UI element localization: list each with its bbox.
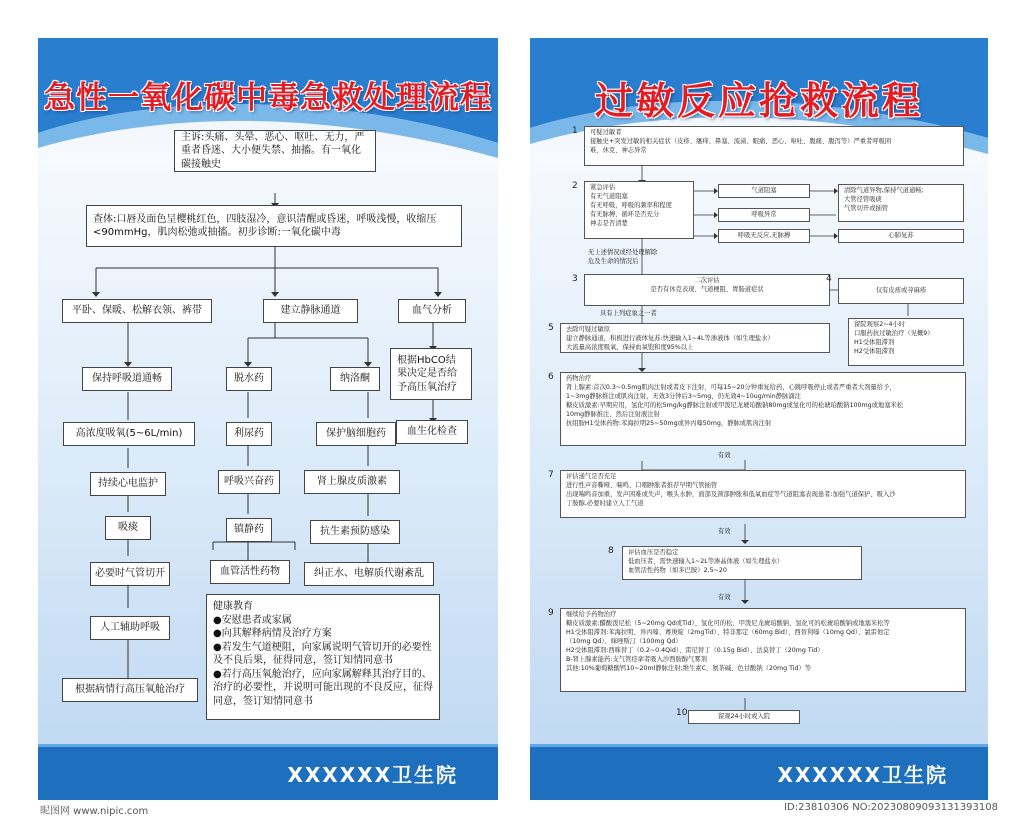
- co-poisoning-poster: [38, 38, 498, 800]
- image-id-watermark: ID:23810306 NO:20230809093131393108: [784, 802, 998, 813]
- clear-airway-box: 清除气道异物,保持气道通畅; 大管径管吸痰 气管切开或插管: [838, 184, 964, 222]
- step10-admit-box: 留观24小时或入院: [688, 710, 800, 724]
- corticosteroid-box: 肾上腺皮质激素: [304, 470, 400, 494]
- resolved-note: 无上述情况或经处理解除 危及生命的情况后: [588, 249, 658, 265]
- chief-complaint-box: 主诉:头痛、头晕、恶心、呕吐、无力，严重者昏迷、大小便失禁、抽搐。有一氧化碳接触史: [174, 130, 376, 172]
- step-number: 8: [608, 546, 614, 556]
- observation-box: 留院观察2~4小时 口服药抗过敏治疗（见概9） H1受体阻滞剂 H2受体阻滞剂: [848, 318, 964, 366]
- step3-secondary-box: 二次评估 是否有休克表现、气道梗阻、胃肠道症状: [584, 274, 830, 306]
- footer-bar: [530, 744, 988, 800]
- hbco-decision-box: 根据HbCO结果决定是否给予高压氧治疗: [390, 348, 472, 400]
- electrolyte-box: 纠正水、电解质代谢紊乱: [304, 562, 434, 586]
- vasoactive-drug-box: 血管活性药物: [210, 560, 290, 584]
- allergy-poster: [530, 38, 988, 800]
- step-number: 5: [548, 323, 554, 333]
- health-education-box: 健康教育 ●安慰患者或家属 ●向其解释病情及治疗方案 ●若发生气道梗阻，向家属说明气管切开的必要性及不良后果，征得同意，签订知情同意书 ●若行高压氧舱治疗，应向家属解释其治疗目的、治疗的必要性，并说明可能出现的不良反应，征得同意，签订知情同意书: [206, 594, 440, 720]
- page-title: 急性一氧化碳中毒急救处理流程: [44, 80, 492, 116]
- step7-ventilation-box: 评估通气是否充足 进行性声音嘶哑、喘鸣、口咽肿胀者推荐早期气管插管 出现喘鸣音加重，发声困难或失声，喉头水肿，面部及颈部肿胀和低氧血症等气道阻塞表现患者:加强气道保护、吸入沙 丁胺醇,必要时建立人工气道: [560, 470, 966, 518]
- suction-box: 吸痰: [105, 516, 151, 540]
- footer-bar: [38, 744, 498, 800]
- step-number: 9: [548, 608, 554, 618]
- no-pulse-box: 呼吸无反应,无脉搏: [718, 229, 810, 243]
- step8-bp-box: 评估血压是否稳定 低血压者，需快速输入1~2L等渗晶体液（如生理盐水） 血管活性药物（如多巴胺）2.5~20: [622, 546, 862, 580]
- position-warmth-box: 平卧、保暖、松解衣领、裤带: [62, 299, 212, 323]
- exam-diagnosis-box: 查体:口唇及面色呈樱桃红色，四肢湿冷，意识清醒或昏迷，呼吸浅慢，收缩压<90mmHg，肌肉松弛或抽搐。初步诊断:一氧化碳中毒: [86, 205, 462, 247]
- site-watermark: 昵图网 www.nipic.com: [40, 806, 149, 817]
- tracheotomy-box: 必要时气管切开: [90, 562, 170, 586]
- biochemistry-box: 血生化检查: [396, 420, 468, 444]
- step9-medication-box: 继续给予药物治疗 糖皮质激素:醋酸泼尼松（5~20mg Qd或Tid）、氢化可的松、甲泼尼龙琥珀酸钠、氢化可的松琥珀酸钠或地塞米松等 H1受体阻滞剂:苯海拉明、异丙嗪、赛庚啶（2mgTid）、特非那定（60mg Bid）、西替利嗪（10mg Qd）、氯雷他定 （10mg Qd）、咪唑斯汀（100mg Qd） H2受体阻滞剂:西咪替丁（0.2~0.4Qid）、雷尼替丁（0.15g Bid）、法莫替丁（20mg Tid） B-肾上腺素能药:支气管痉挛者吸入沙西胺醇气雾剂 其他:10%葡萄糖酸钙10~20ml静脉注射;维生素C、氨茶碱、色甘酸钠（20mg Tid）等: [560, 608, 966, 692]
- step-number: 6: [548, 372, 554, 382]
- ecg-monitor-box: 持续心电监护: [90, 472, 166, 496]
- cpr-box: 心肺复苏: [838, 229, 964, 243]
- page-title: 过敏反应抢救流程: [594, 79, 923, 123]
- step-number: 2: [572, 181, 578, 191]
- hospital-name: XXXXXX卫生院: [287, 763, 458, 787]
- airway-box: 保持呼吸道通畅: [82, 367, 172, 391]
- respiratory-stimulant-box: 呼吸兴奋药: [218, 470, 280, 494]
- sedative-box: 镇静药: [226, 518, 272, 542]
- step6-drug-box: 药物治疗 肾上腺素:首次0.3~0.5mg肌肉注射或者皮下注射，可每15~20分钟重复给药，心跳呼吸停止或者严重者大剂量给予， 1~3mg静脉推注或肌肉注射，无效3分钟后3~5mg，仍无效4~10ug/min静脉滴注 糖皮质激素:早期应用，氢化可的松5mg/kg静脉注射或甲泼尼龙琥珀酸钠80mg或氢化可的松琥珀酸钠100mg或地塞米松 10mg静脉推注，然后注射液注射 抗组胺H1受体药物:苯海拉明25~50mg或异丙嗪50mg，静脉或肌肉注射: [560, 372, 966, 446]
- hospital-name: XXXXXX卫生院: [777, 763, 948, 787]
- symptom-note: 具有上列症象之一者: [600, 310, 657, 317]
- step5-fluid-box: 去除可疑过敏原 建立静脉通道，积极进行液体复苏:快速输入1~4L等渗液体（如生理盐水） 大流量高浓度吸氧，保持血氧饱和度95%以上: [560, 323, 830, 353]
- blood-gas-box: 血气分析: [398, 299, 466, 323]
- antibiotic-box: 抗生素预防感染: [310, 520, 400, 544]
- effective-label: 有效: [718, 528, 731, 535]
- effective-label: 有效: [718, 594, 731, 601]
- diuretic-box: 利尿药: [226, 422, 272, 446]
- effective-label: 有效: [718, 452, 731, 459]
- dehydrant-box: 脱水药: [226, 367, 272, 391]
- step2-emergency-box: 紧急评估 有无气道阻塞 有无呼吸，呼吸的频率和程度 有无脉搏，循环是否充分 神志是否清楚: [584, 181, 694, 239]
- step4-rash-box: 仅有皮疹或荨麻疹: [838, 278, 964, 304]
- airway-obstruction-box: 气道阻塞: [718, 184, 810, 198]
- abnormal-breathing-box: 呼吸异常: [718, 208, 810, 222]
- oxygen-box: 高浓度吸氧(5~6L/min): [63, 422, 195, 446]
- step-number: 3: [572, 274, 578, 284]
- iv-access-box: 建立静脉通道: [263, 299, 358, 323]
- hyperbaric-oxygen-box: 根据病情行高压氧舱治疗: [62, 678, 198, 702]
- step-number: 10: [676, 708, 688, 718]
- neuroprotection-box: 保护脑细胞药: [316, 422, 396, 446]
- step-number: 4: [826, 274, 832, 284]
- step-number: 1: [572, 126, 578, 136]
- step-number: 7: [548, 470, 554, 480]
- naloxone-box: 纳洛酮: [330, 367, 380, 391]
- step1-suspected-box: 可疑过敏者 接触史+突发过敏的相关症状（皮疹、瘙痒、鼻塞、流涕、眼痛、恶心、呕吐、腹痛、腹泻等）严重者呼吸困 难、休克、神志异常: [584, 126, 964, 166]
- assisted-breathing-box: 人工辅助呼吸: [90, 616, 170, 640]
